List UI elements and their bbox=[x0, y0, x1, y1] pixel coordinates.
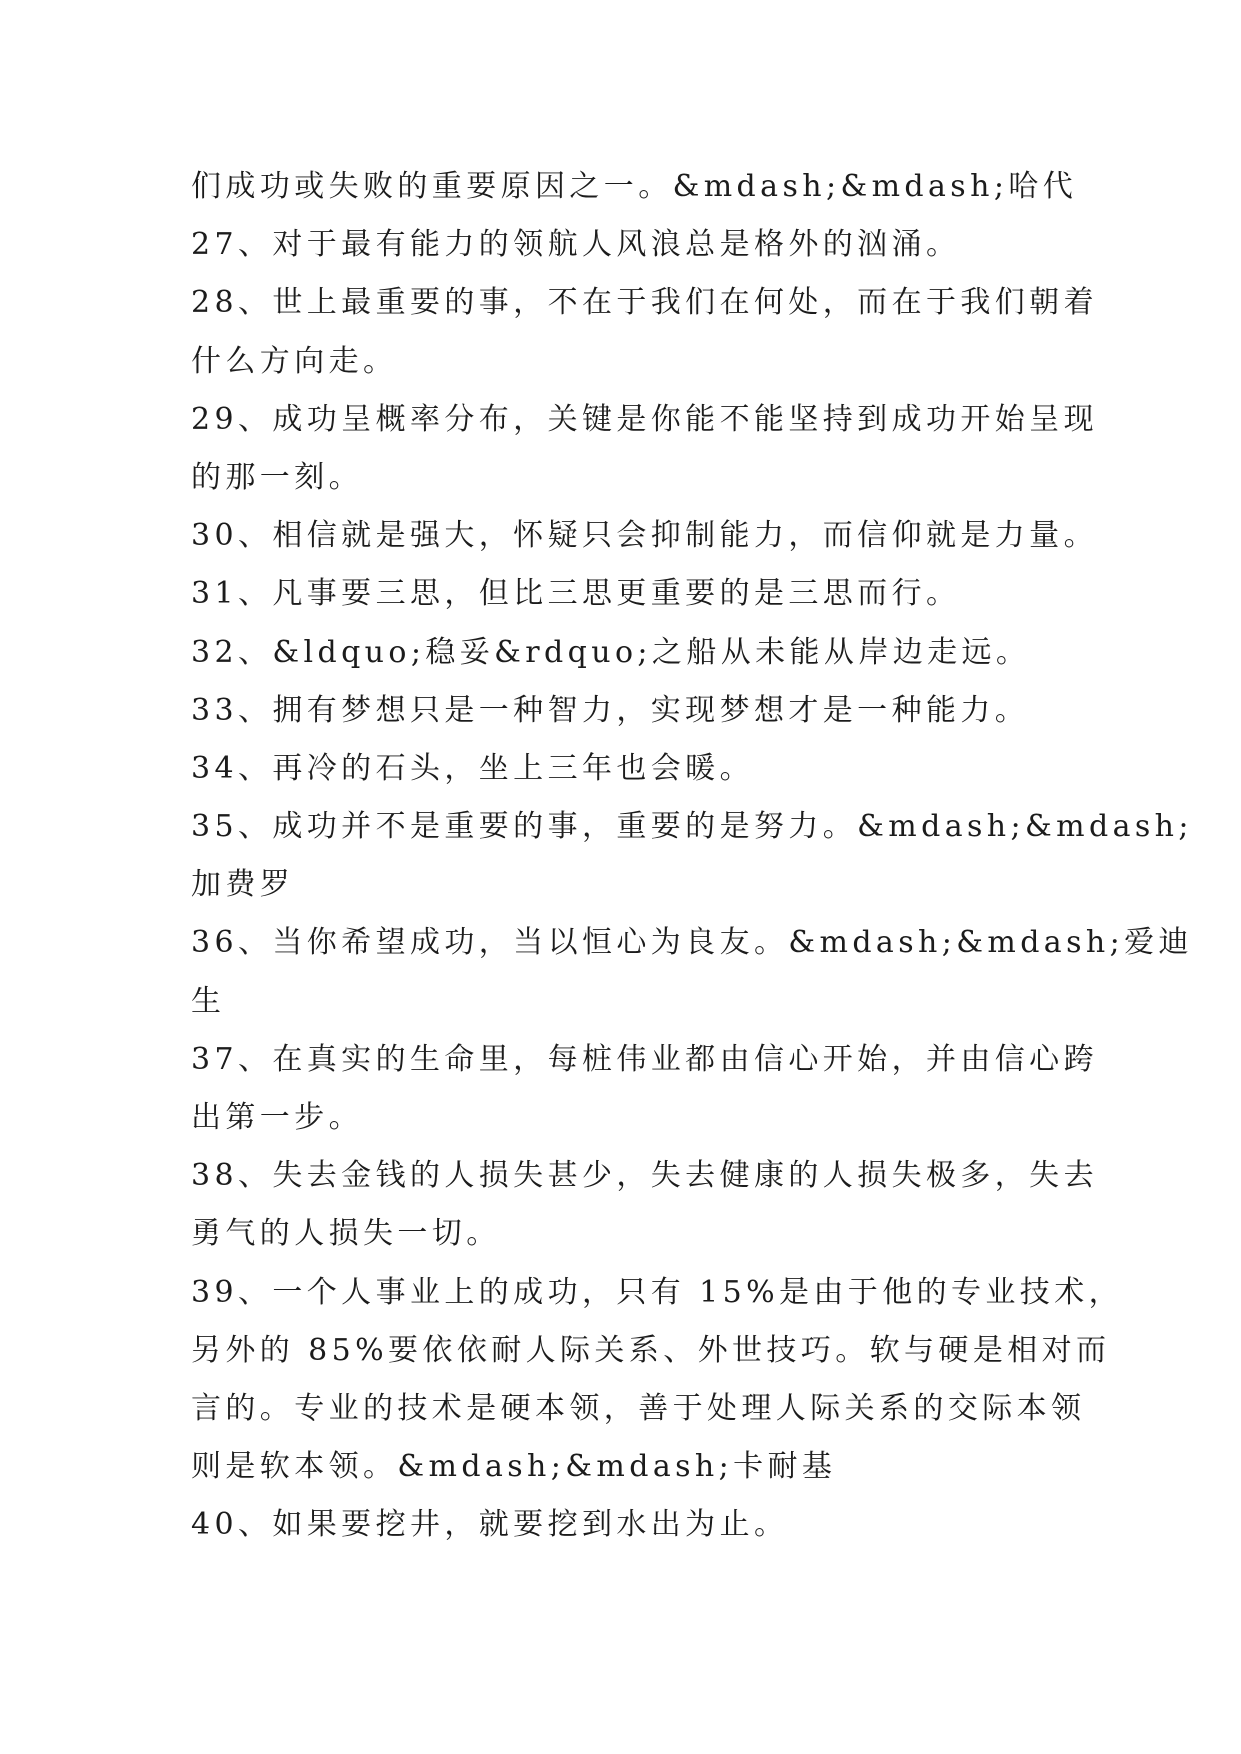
text-line: 40、如果要挖井，就要挖到水出为止。 bbox=[191, 1507, 789, 1543]
text-line: 34、再冷的石头，坐上三年也会暖。 bbox=[191, 750, 754, 786]
text-line: 生 bbox=[191, 983, 226, 1019]
text-line: 33、拥有梦想只是一种智力，实现梦想才是一种能力。 bbox=[191, 692, 1030, 728]
text-line: 28、世上最重要的事，不在于我们在何处，而在于我们朝着 bbox=[191, 285, 1098, 321]
text-line: 31、凡事要三思，但比三思更重要的是三思而行。 bbox=[191, 576, 961, 612]
text-line: 言的。专业的技术是硬本领，善于处理人际关系的交际本领 bbox=[191, 1390, 1086, 1426]
text-line: 出第一步。 bbox=[191, 1100, 363, 1135]
quote-list bbox=[191, 158, 1193, 1555]
text-line: 38、失去金钱的人损失甚少，失去健康的人损失极多，失去 bbox=[191, 1158, 1098, 1194]
text-line: 29、成功呈概率分布，关键是你能不能坚持到成功开始呈现 bbox=[191, 401, 1098, 437]
text-line: 勇气的人损失一切。 bbox=[191, 1216, 501, 1252]
text-line: 36、当你希望成功，当以恒心为良友。&mdash;&mdash;爱迪 bbox=[191, 925, 1193, 961]
text-line: 39、一个人事业上的成功，只有 15%是由于他的专业技术， bbox=[191, 1274, 1123, 1310]
text-line: 的那一刻。 bbox=[191, 459, 363, 495]
text-line: 另外的 85%要依依耐人际关系、外世技巧。软与硬是相对而 bbox=[191, 1332, 1111, 1368]
text-line: 35、成功并不是重要的事，重要的是努力。&mdash;&mdash; bbox=[191, 809, 1193, 845]
text-line: 32、&ldquo;稳妥&rdquo;之船从未能从岸边走远。 bbox=[191, 634, 1031, 670]
text-line: 30、相信就是强大，怀疑只会抑制能力，而信仰就是力量。 bbox=[191, 518, 1098, 554]
text-line: 37、在真实的生命里，每桩伟业都由信心开始，并由信心跨 bbox=[191, 1041, 1098, 1077]
text-line: 加费罗 bbox=[191, 867, 295, 903]
text-line: 们成功或失败的重要原因之一。&mdash;&mdash;哈代 bbox=[191, 169, 1078, 204]
text-line: 什么方向走。 bbox=[191, 343, 398, 379]
text-line: 则是软本领。&mdash;&mdash;卡耐基 bbox=[191, 1449, 837, 1485]
text-line: 27、对于最有能力的领航人风浪总是格外的汹涌。 bbox=[191, 227, 961, 263]
